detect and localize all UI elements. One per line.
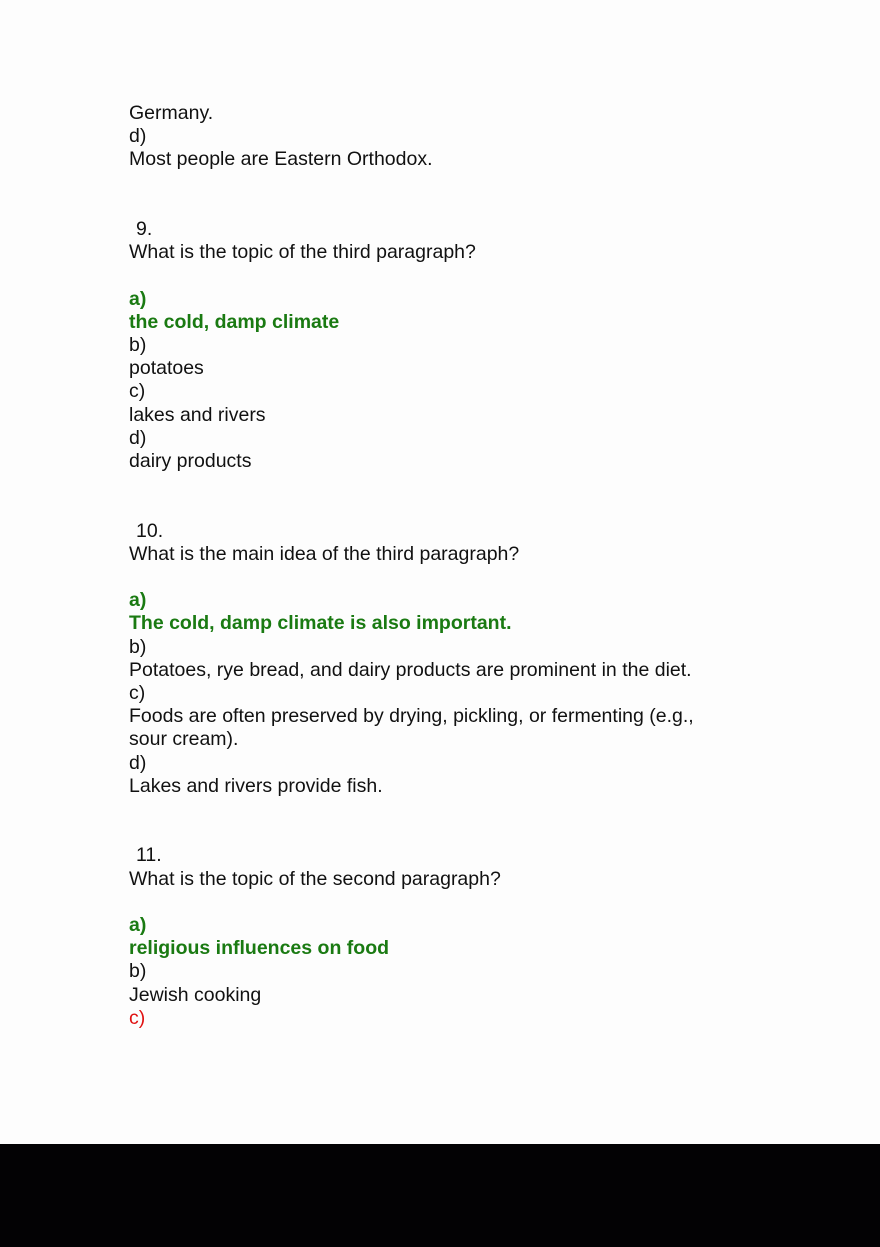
option-text: Foods are often preserved by drying, pickling, or fermenting (e.g., — [129, 705, 694, 728]
option-label: d) — [129, 125, 147, 148]
option-label-correct: a) — [129, 287, 147, 310]
option-text: Lakes and rivers provide fish. — [129, 774, 383, 797]
question-9 — [129, 218, 829, 473]
option-label: c) — [129, 380, 146, 403]
question-10 — [129, 520, 829, 798]
option-label: d) — [129, 751, 147, 774]
option-label: b) — [129, 960, 147, 983]
question-number: 10. — [136, 519, 164, 542]
option-text-correct: the cold, damp climate — [129, 310, 340, 333]
option-text: potatoes — [129, 357, 204, 380]
option-label-incorrect: c) — [129, 1006, 146, 1029]
option-text: Potatoes, rye bread, and dairy products are prominent in the diet. — [129, 658, 692, 681]
option-text: Most people are Eastern Orthodox. — [129, 148, 433, 171]
option-label-correct: a) — [129, 914, 147, 937]
option-label-correct: a) — [129, 589, 147, 612]
option-text-correct: The cold, damp climate is also important. — [129, 612, 512, 635]
continuation-text: Germany. — [129, 102, 214, 124]
question-prompt: What is the main idea of the third paragraph? — [129, 542, 520, 565]
option-text: Jewish cooking — [129, 983, 262, 1006]
option-text-continued: sour cream). — [129, 728, 239, 751]
option-text: lakes and rivers — [129, 403, 266, 426]
question-number: 9. — [136, 218, 153, 240]
option-text-correct: religious influences on food — [129, 937, 390, 960]
option-label: d) — [129, 426, 147, 449]
bottom-black-band — [0, 1144, 880, 1247]
question-prompt: What is the topic of the third paragraph? — [129, 241, 476, 264]
quiz-content — [129, 102, 829, 1030]
question-number: 11. — [136, 844, 162, 867]
option-label: b) — [129, 635, 147, 658]
option-text: dairy products — [129, 450, 252, 473]
question-prompt: What is the topic of the second paragraph? — [129, 867, 501, 890]
option-label: c) — [129, 682, 146, 705]
question-11 — [129, 844, 829, 1030]
option-label: b) — [129, 334, 147, 356]
